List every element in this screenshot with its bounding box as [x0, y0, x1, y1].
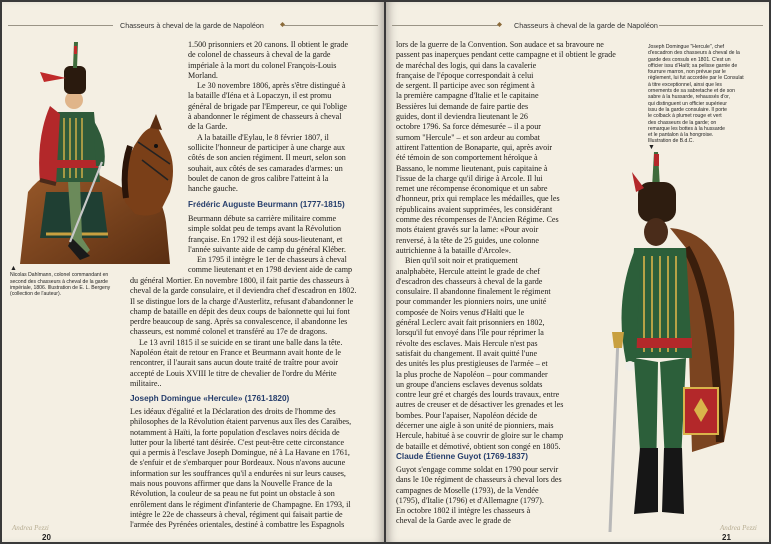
text-line: comme lieutenant et en 1798 devient aide de camp	[188, 265, 353, 275]
text-line: impériale à la mort du colonel François-Louis	[188, 60, 337, 70]
text-line: philosophes de la Révolution étaient parvenus aux îles des Caraïbes,	[130, 417, 352, 427]
text-line: Bassano, le nomme lieutenant, puis capitaine à	[396, 163, 548, 173]
caption-line: garde des consuls en 1801. C'est un	[648, 56, 731, 63]
caption-line: impériale, 1806. Illustration de E. L. Bergeny	[10, 284, 111, 291]
text-line: cheval de la Garde avec le grade de	[396, 516, 511, 526]
text-line: lutter pour la liberté tant désirée. C'est peut-être cette circonstance	[130, 437, 345, 447]
text-line: Morland.	[188, 70, 218, 80]
text-line: guides, dont il deviendra lieutenant le 26	[396, 112, 528, 122]
text-line: du général Mortier. En novembre 1800, il fait partie des chasseurs à	[130, 276, 350, 285]
guyot-column	[396, 465, 576, 527]
text-line: française de l'époque correspondait à celui	[396, 70, 534, 80]
text-line: d'honneur, prix qui remplace les médailles, que les	[396, 194, 560, 204]
caption-line: (collection de l'auteur).	[10, 291, 62, 298]
caption-line: sabre à la hussarde, rehaussés d'or,	[648, 94, 730, 101]
text-line: républicains avaient supprimées, les considérant	[396, 204, 553, 214]
text-line: A la bataille d'Eylau, le 8 février 1807, il	[197, 132, 329, 142]
header-rule-left	[8, 25, 113, 26]
text-line: Bessières lui demande de faire partie des	[396, 101, 529, 111]
text-line: En 1795 il intègre le 1er de chasseurs à cheval	[197, 255, 347, 265]
text-line: Les idéaux d'égalité et la Déclaration des droits de l'homme des	[130, 407, 336, 416]
caption-line: issu de la garde consulaire. Il porte	[648, 106, 727, 113]
text-line: la première campagne d'Italie et le capitaine	[396, 91, 539, 101]
caption-line: Illustration de B.d.C.	[648, 138, 694, 145]
text-line: Hercule, habitué à se couvrir de gloire sur le champ	[396, 431, 564, 441]
text-line: qui a permis à l'esclave Joseph Domingue, né à La Havane en 1761,	[130, 448, 350, 458]
text-line: Le 30 novembre 1806, après s'être distingué à	[197, 81, 346, 91]
header-rule-right	[284, 25, 378, 26]
text-line: Le 13 avril 1815 il se suicide en se tirant une balle dans la tête.	[139, 337, 343, 347]
page-number: 20	[42, 533, 51, 542]
beurmann-narrow	[188, 214, 368, 276]
text-line: côtés de son ancien régiment. Il meurt, selon son	[188, 153, 346, 163]
header-rule-right	[659, 25, 763, 26]
caption-line: des chasseurs de la garde; on	[648, 119, 717, 126]
caption-line: ornements de sa sabretache et de son	[648, 88, 735, 95]
beurmann-wide	[130, 276, 368, 389]
caption-line: officier issu d'Haïti; sa pelisse garnie de	[648, 62, 738, 69]
text-line: la bataille d'Iéna et à Lopaczyn, il est promu	[188, 91, 332, 101]
running-head: Chasseurs à cheval de la garde de Napoléon	[120, 21, 264, 30]
text-line: consulaire. Il abandonne finalement le régiment	[396, 287, 551, 297]
text-line: Bien qu'il soit noir et pratiquement	[405, 256, 518, 266]
header-diamond-icon	[497, 22, 502, 27]
section-title-domingue: Joseph Domingue «Hercule» (1761-1820)	[130, 394, 290, 403]
text-line: En octobre 1802 il intègre les chasseurs à	[396, 506, 531, 516]
dahlmann-caption	[10, 266, 138, 297]
hercule-illustration	[574, 152, 766, 536]
text-line: cheval de la garde consulaire, et il deviendra chef d'escadron en 1802.	[130, 286, 357, 296]
text-line: l'issue de la charge qu'il dirige à Arcole. Il lui	[396, 173, 543, 183]
caption-triangle-icon: ▲	[10, 265, 17, 272]
text-line: champ de bataille en dépit des deux coups de baïonnette qui lui font	[130, 306, 350, 316]
text-line: campagnes de Moselle (1793), de la Vendée	[396, 485, 539, 495]
domingue-continued	[396, 40, 636, 61]
text-line: hanche gauche.	[188, 184, 238, 194]
text-line: Révolution, la couleur de sa peau ne fut point un obstacle à son	[130, 489, 335, 499]
dahlmann-illustration	[10, 42, 180, 264]
text-line: comme des récompenses de l'Ancien Régime. Ces	[396, 215, 559, 225]
text-line: autres de creuser et de désactiver les grenades et les	[396, 400, 564, 410]
text-line: 1.500 prisonniers et 20 canons. Il obtient le grade	[188, 40, 349, 49]
caption-line: second des chasseurs à cheval de la garde	[10, 278, 108, 285]
text-line: d'escadron des chasseurs à cheval de la garde	[396, 276, 543, 286]
text-line: des unités les plus prestigieuses de l'armée – et	[396, 359, 548, 369]
caption-line: règlement, lui fut accordée par le Consulat	[648, 75, 744, 82]
text-line: de maréchal des logis, qui dans la cavalerie	[396, 60, 537, 70]
text-line: de colonel de chasseurs à cheval de la garde	[188, 50, 331, 60]
text-line: un groupe d'anciens esclaves devenus soldats	[396, 379, 543, 389]
caption-line: fourrure marron, non prévue par le	[648, 69, 726, 76]
text-line: satisfait du changement. Il avait quitté l'une	[396, 348, 538, 358]
text-line: général de brigade par l'Empereur, ce qui l'oblige	[188, 101, 348, 111]
text-line: enrôlement dans le régiment d'infanterie de Champagne. En 1793, il	[130, 499, 351, 509]
text-line: de sergent. Il participe avec son régiment à	[396, 81, 535, 91]
text-line: renversé, à la tête de 25 guides, une colonne	[396, 235, 539, 245]
author-signature: Andrea Pezzi	[720, 524, 757, 532]
text-line: octobre 1796. Sa force démesurée – il a pour	[396, 122, 541, 132]
text-line: remet une récompense économique et un sabre	[396, 184, 548, 194]
text-line: de s'enfuir et de s'embarquer pour Bordeaux. Nous n'avons aucune	[130, 458, 346, 468]
text-line: à abandonner le régiment de chasseurs à cheval	[188, 112, 342, 122]
text-line: révolte des esclaves. Mais Hercule n'est pas	[396, 338, 538, 348]
text-line: passent pas inaperçues pendant cette campagne et il obtient le grade	[396, 50, 616, 60]
text-line: Napoléon était de retour en France et Beurmann avait honte de le	[130, 348, 342, 358]
dahlmann-column	[188, 40, 368, 194]
text-line: surnom "Hercule" – et son ardeur au combat	[396, 132, 540, 142]
caption-line: Nicolas Dahlmann, colonel commandant en	[10, 272, 109, 279]
text-line: lorsqu'il fut envoyé dans l'île pour réprimer la	[396, 328, 544, 338]
text-line: l'année suivante aide de camp du général Kléber.	[188, 244, 346, 254]
caption-line: d'escadron des chasseurs à cheval de la	[648, 50, 740, 57]
page-number: 21	[722, 533, 731, 542]
text-line: bombes. Pour l'apaiser, Napoléon décide de	[396, 410, 538, 420]
caption-line: à titre exceptionnel, ainsi que les	[648, 81, 722, 88]
caption-line: et le pantalon à la hongroise.	[648, 132, 714, 139]
text-line: été témoin de son comportement héroïque à	[396, 153, 538, 163]
text-line: dans le 10e régiment de chasseurs à cheval lors des	[396, 475, 562, 485]
text-line: boulet de canon de gros calibre l'atteint à la	[188, 173, 329, 183]
domingue-caption	[648, 44, 764, 151]
text-line: information sur les souffrances qu'il a endurées ni sur leurs causes,	[130, 468, 346, 478]
text-line: perdre beaucoup de sang. Après sa convalescence, il abandonne les	[130, 317, 348, 327]
caption-line: Joseph Domingue "Hercule", chef	[648, 44, 725, 50]
header-rule-left	[392, 25, 498, 26]
text-line: intègre le 22e de chasseurs à cheval, régiment qui faisait partie de	[130, 509, 343, 519]
author-signature: Andrea Pezzi	[12, 524, 49, 532]
text-line: la plus proche de Napoléon – pour commander	[396, 369, 548, 379]
text-line: autrichienne à la bataille d'Arcole».	[396, 245, 511, 255]
text-line: de la Garde.	[188, 122, 228, 132]
text-line: rencontrer, il l'aurait sans aucun doute traité de traître pour avoir	[130, 358, 339, 368]
caption-line: qui distinguent un officier supérieur	[648, 100, 727, 107]
text-line: française. En 1792 il est déjà sous-lieutenant, et	[188, 234, 343, 244]
text-line: Il se distingue lors de la charge d'Austerlitz, refusant d'abandonner le	[130, 296, 354, 306]
section-title-beurmann: Frédéric Auguste Beurmann (1777-1815)	[188, 200, 345, 209]
text-line: contre leur gré et chargés des lourds travaux, entre	[396, 390, 560, 400]
caption-line: remarque les bottes à la hussarde	[648, 125, 726, 132]
domingue-narrow	[396, 61, 576, 452]
text-line: souhait, aux côtés de ses camarades d'armes: un	[188, 163, 343, 173]
text-line: décerner une aigle à son unité de pionniers, mais	[396, 420, 554, 430]
text-line: (1795), d'Italie (1796) et d'Allemagne (1797).	[396, 495, 544, 505]
running-head: Chasseurs à cheval de la garde de Napoléon	[514, 21, 658, 30]
text-line: mais nous pouvons affirmer que dans la Nouvelle France de la	[130, 479, 333, 489]
text-line: Guyot s'engage comme soldat en 1790 pour servir	[396, 465, 559, 474]
text-line: militaire..	[130, 378, 162, 388]
text-line: chasseurs, est nommé colonel et transféré au 17e de dragons.	[130, 327, 328, 337]
text-line: simple soldat peu de temps avant la Révolution	[188, 224, 342, 234]
text-line: sollicite l'honneur de participer à une charge aux	[188, 142, 346, 152]
caption-line: le colback à plumet rouge et vert	[648, 113, 722, 120]
text-line: accepté de Louis XVIII le titre de chevalier de l'ordre du Mérite	[130, 368, 337, 378]
text-line: analphabète, Hercule atteint le grade de chef	[396, 266, 541, 276]
text-line: lors de la guerre de la Convention. Son audace et sa bravoure ne	[396, 40, 604, 49]
header-diamond-icon	[280, 22, 285, 27]
text-line: composée de Noirs venus d'Haïti que le	[396, 307, 525, 317]
text-line: Beurmann débute sa carrière militaire comme	[188, 214, 337, 223]
text-line: de bataille et démotivé, obtient son congé en 1805.	[396, 441, 561, 451]
text-line: notamment à Haïti, la forte population d'esclaves noirs décida de	[130, 427, 340, 437]
text-line: général Leclerc avait fait prisonniers en 1802,	[396, 318, 545, 328]
caption-triangle-icon: ▼	[648, 143, 655, 151]
text-line: mots étaient gravés sur la lame: «Pour avoir	[396, 225, 539, 235]
text-line: pour commander les pionniers noirs, une unité	[396, 297, 547, 307]
right-page	[386, 2, 769, 542]
text-line: l'armée des Pyrénées orientales, destiné à combattre les Espagnols	[130, 520, 345, 530]
left-page	[2, 2, 384, 542]
section-title-guyot: Claude Étienne Guyot (1769-1837)	[396, 452, 528, 461]
text-line: attirent l'attention de Bonaparte, qui, après avoir	[396, 142, 553, 152]
domingue-column	[130, 407, 368, 531]
